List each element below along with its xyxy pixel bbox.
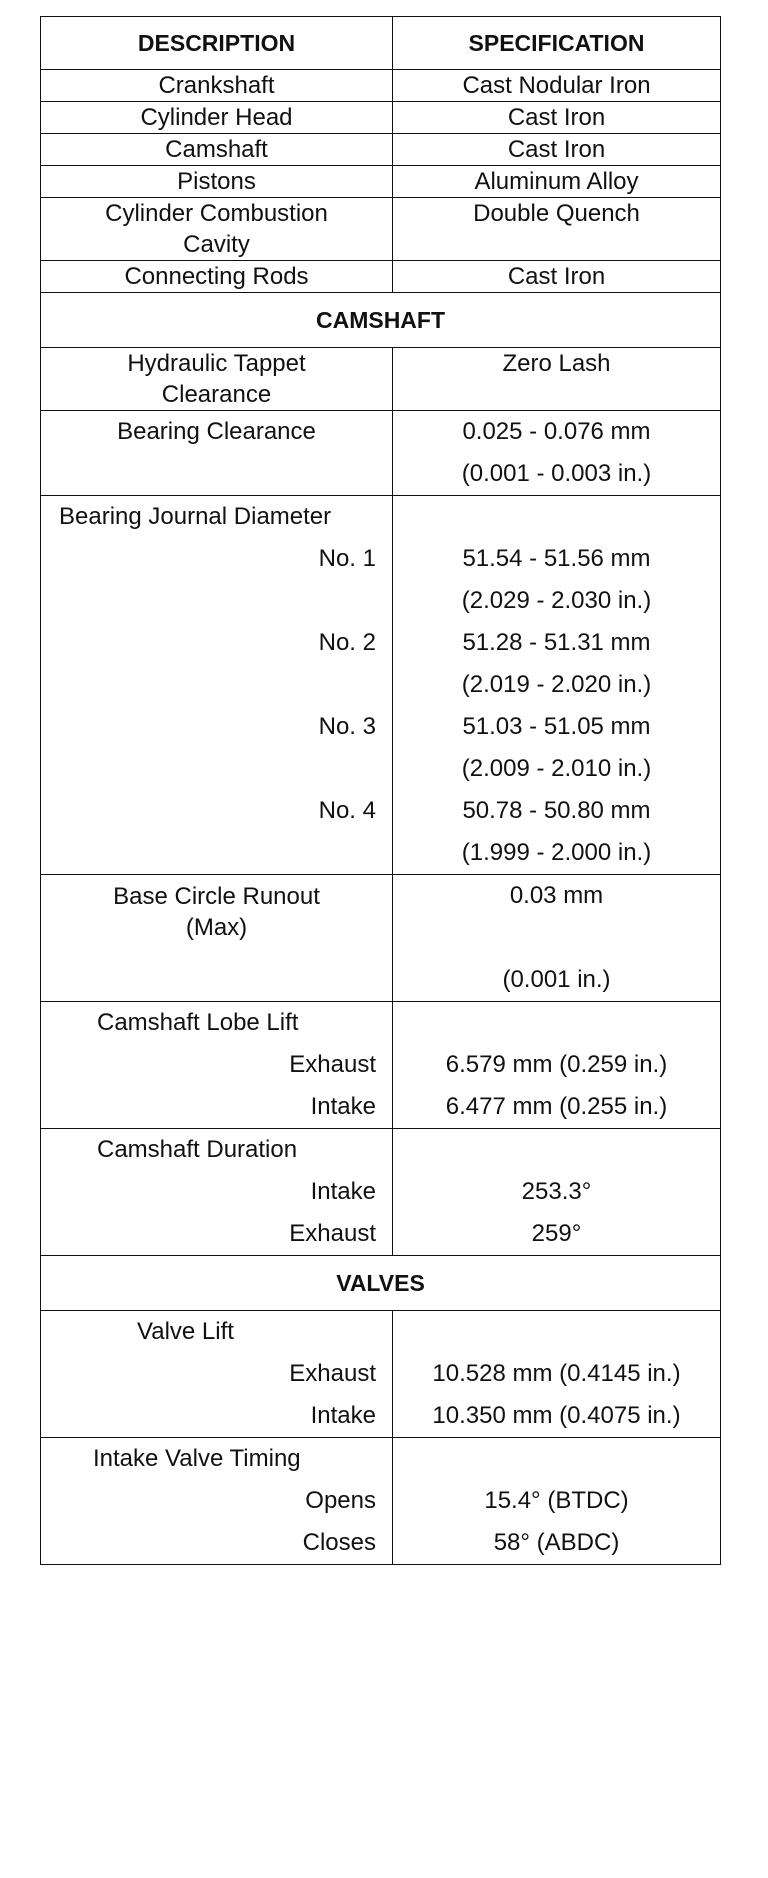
sub-label: Opens [305, 1487, 376, 1514]
spec-value: (2.009 - 2.010 in.) [461, 755, 652, 782]
header-description: DESCRIPTION [41, 17, 393, 70]
spec-value: 10.350 mm (0.4075 in.) [432, 1402, 681, 1429]
desc-cell: Connecting Rods [41, 261, 393, 293]
desc-cell: Crankshaft [41, 70, 393, 102]
spec-cell: Cast Iron [393, 261, 721, 293]
spec-value: 50.78 - 50.80 mm [462, 797, 651, 824]
section-row-valves [41, 1256, 721, 1311]
intake-timing-label: Intake Valve Timing [93, 1445, 301, 1472]
spec-cell [393, 1129, 721, 1256]
sub-label: Intake [310, 1093, 376, 1120]
table-row [41, 134, 721, 166]
spec-cell [393, 1311, 721, 1438]
table-row [41, 348, 721, 411]
spec-value: 259° [531, 1220, 582, 1247]
spec-value: 51.54 - 51.56 mm [462, 545, 651, 572]
table-row [41, 496, 721, 875]
spec-value: 6.477 mm (0.255 in.) [445, 1093, 668, 1120]
sub-label: Exhaust [289, 1220, 376, 1247]
desc-cell [41, 875, 393, 1002]
duration-label: Camshaft Duration [97, 1136, 298, 1163]
spec-value: 51.28 - 51.31 mm [462, 629, 651, 656]
journal-no-label: No. 4 [318, 797, 376, 824]
spec-value: (1.999 - 2.000 in.) [461, 839, 652, 866]
runout-label: Base Circle Runout (Max) [113, 883, 320, 941]
header-specification: SPECIFICATION [393, 17, 721, 70]
spec-value: 58° (ABDC) [493, 1529, 620, 1556]
spec-cell: Aluminum Alloy [393, 166, 721, 198]
spec-cell: Zero Lash [393, 348, 721, 411]
journal-no-label: No. 2 [318, 629, 376, 656]
bearing-clearance-label: Bearing Clearance [117, 418, 316, 445]
table-row [41, 1438, 721, 1565]
header-row [41, 17, 721, 70]
desc-cell: Cylinder Head [41, 102, 393, 134]
table-row [41, 411, 721, 496]
spec-cell: Cast Nodular Iron [393, 70, 721, 102]
journal-no-label: No. 3 [318, 713, 376, 740]
desc-cell [41, 1438, 393, 1565]
journal-diameter-label: Bearing Journal Diameter [59, 503, 332, 530]
table-row [41, 261, 721, 293]
sub-label: Intake [310, 1402, 376, 1429]
spec-value: 0.025 - 0.076 mm [462, 418, 651, 445]
section-title-valves: VALVES [41, 1256, 721, 1311]
spec-value: (0.001 - 0.003 in.) [461, 460, 652, 487]
spec-value: (2.029 - 2.030 in.) [461, 587, 652, 614]
table-row [41, 1311, 721, 1438]
desc-cell [41, 496, 393, 875]
spec-cell: Cast Iron [393, 134, 721, 166]
spec-cell [393, 875, 721, 1002]
sub-label: Intake [310, 1178, 376, 1205]
spec-cell: Cast Iron [393, 102, 721, 134]
spec-value: 10.528 mm (0.4145 in.) [432, 1360, 681, 1387]
section-row-camshaft [41, 293, 721, 348]
sub-label: Exhaust [289, 1360, 376, 1387]
desc-cell [41, 1129, 393, 1256]
spec-value: (0.001 in.) [502, 966, 611, 993]
desc-cell: Pistons [41, 166, 393, 198]
spec-value: (2.019 - 2.020 in.) [461, 671, 652, 698]
valve-lift-label: Valve Lift [137, 1318, 234, 1345]
table-row [41, 102, 721, 134]
desc-cell: Camshaft [41, 134, 393, 166]
desc-cell [41, 1311, 393, 1438]
desc-cell [41, 1002, 393, 1129]
spec-cell [393, 1002, 721, 1129]
table-row [41, 198, 721, 261]
spec-value: 15.4° (BTDC) [484, 1487, 629, 1514]
spec-cell [393, 411, 721, 496]
spec-value: 253.3° [521, 1178, 592, 1205]
spec-value: 51.03 - 51.05 mm [462, 713, 651, 740]
spec-cell: Double Quench [393, 198, 721, 261]
desc-cell: Cylinder Combustion Cavity [41, 198, 393, 261]
sub-label: Exhaust [289, 1051, 376, 1078]
sub-label: Closes [302, 1529, 376, 1556]
table-row [41, 166, 721, 198]
desc-cell: Hydraulic Tappet Clearance [41, 348, 393, 411]
lobe-lift-label: Camshaft Lobe Lift [97, 1009, 299, 1036]
table-row [41, 875, 721, 1002]
spec-table [40, 16, 721, 1565]
table-row [41, 1002, 721, 1129]
journal-no-label: No. 1 [318, 545, 376, 572]
spec-cell [393, 496, 721, 875]
table-row [41, 70, 721, 102]
spec-value: 6.579 mm (0.259 in.) [445, 1051, 668, 1078]
table-row [41, 1129, 721, 1256]
desc-cell [41, 411, 393, 496]
spec-cell [393, 1438, 721, 1565]
section-title-camshaft: CAMSHAFT [41, 293, 721, 348]
spec-value: 0.03 mm [509, 882, 604, 909]
